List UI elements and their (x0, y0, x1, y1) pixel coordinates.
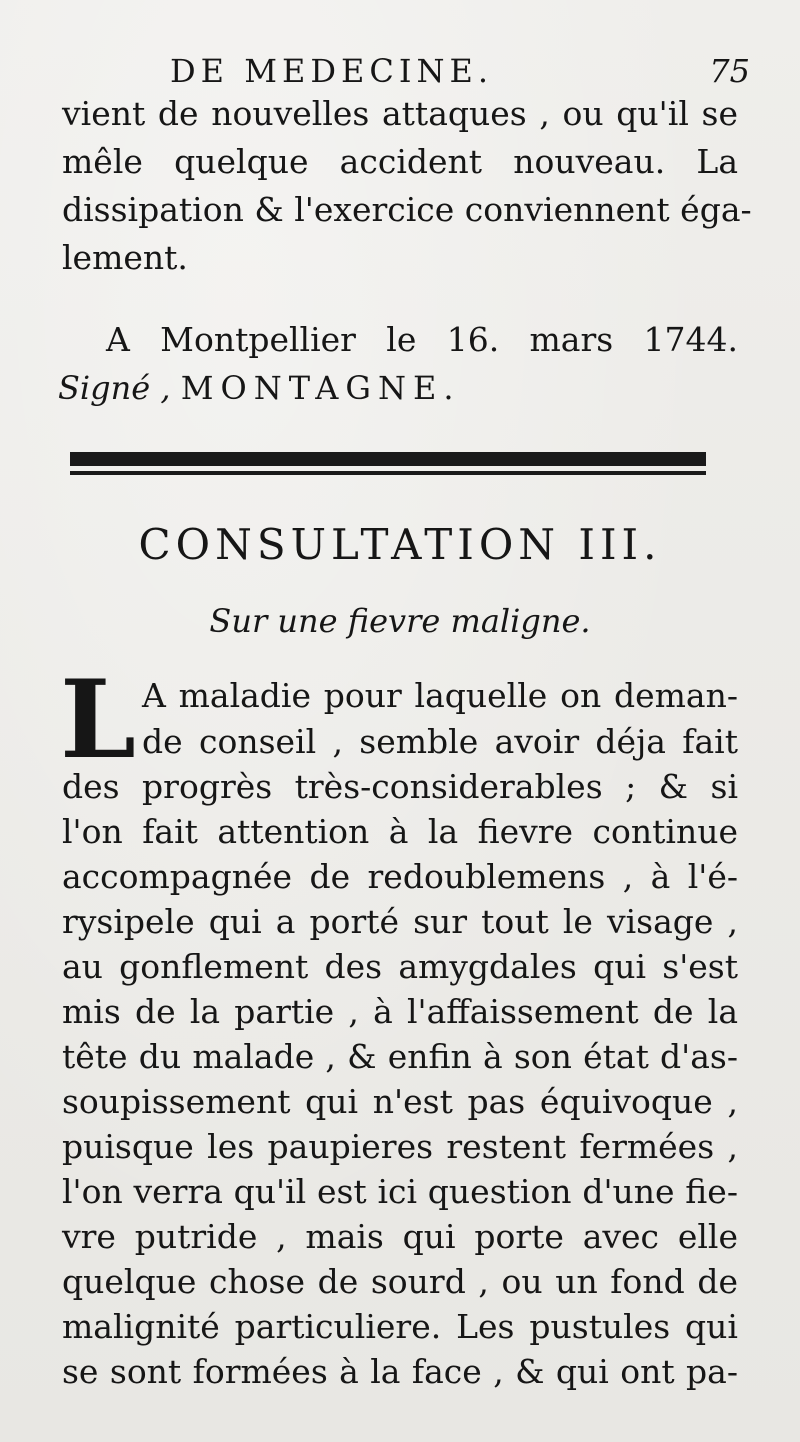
text-line: au gonflement des amygdales qui s'est (62, 947, 738, 986)
divider-thick-bar (70, 452, 706, 466)
text-line: rysipele qui a porté sur tout le visage , (62, 902, 738, 941)
consultation-title: CONSULTATION III. (138, 520, 662, 569)
text-line: A maladie pour laquelle on deman- (142, 676, 738, 715)
page-number: 75 (709, 52, 750, 90)
text-line: accompagnée de redoublemens , à l'é- (62, 857, 738, 896)
text-line: de conseil , semble avoir déja fait (142, 722, 738, 761)
text-line: lement. (62, 238, 188, 277)
signed-label: Signé , (58, 369, 171, 407)
text-line: mis de la partie , à l'affaissement de la (62, 992, 738, 1031)
drop-cap: L (60, 657, 136, 783)
text-line: tête du malade , & enfin à son état d'as- (62, 1037, 738, 1076)
text-line: puisque les paupieres restent fermées , (62, 1127, 738, 1166)
place-date-line: A Montpellier le 16. mars 1744. (106, 320, 738, 359)
text-line: dissipation & l'exercice conviennent éga- (62, 190, 752, 229)
text-line: vre putride , mais qui porte avec elle (62, 1217, 738, 1256)
text-line: mêle quelque accident nouveau. La (62, 142, 738, 181)
text-line: l'on fait attention à la fievre continue (62, 812, 738, 851)
text-line: soupissement qui n'est pas équivoque , (62, 1082, 738, 1121)
text-line: malignité particuliere. Les pustules qui (62, 1307, 738, 1346)
signatory-name: MONTAGNE. (180, 369, 461, 407)
text-line: vient de nouvelles attaques , ou qu'il se (62, 94, 738, 133)
consultation-subtitle: Sur une fievre maligne. (209, 602, 591, 640)
running-head: DE MEDECINE. (170, 52, 493, 90)
section-divider (70, 452, 706, 478)
signature-line (58, 366, 461, 410)
text-line: quelque chose de sourd , ou un fond de (62, 1262, 738, 1301)
text-line: des progrès très-considerables ; & si (62, 767, 738, 806)
divider-thin-bar (70, 471, 706, 475)
text-line: se sont formées à la face , & qui ont pa- (62, 1352, 738, 1391)
text-line: l'on verra qu'il est ici question d'une fie- (62, 1172, 738, 1211)
